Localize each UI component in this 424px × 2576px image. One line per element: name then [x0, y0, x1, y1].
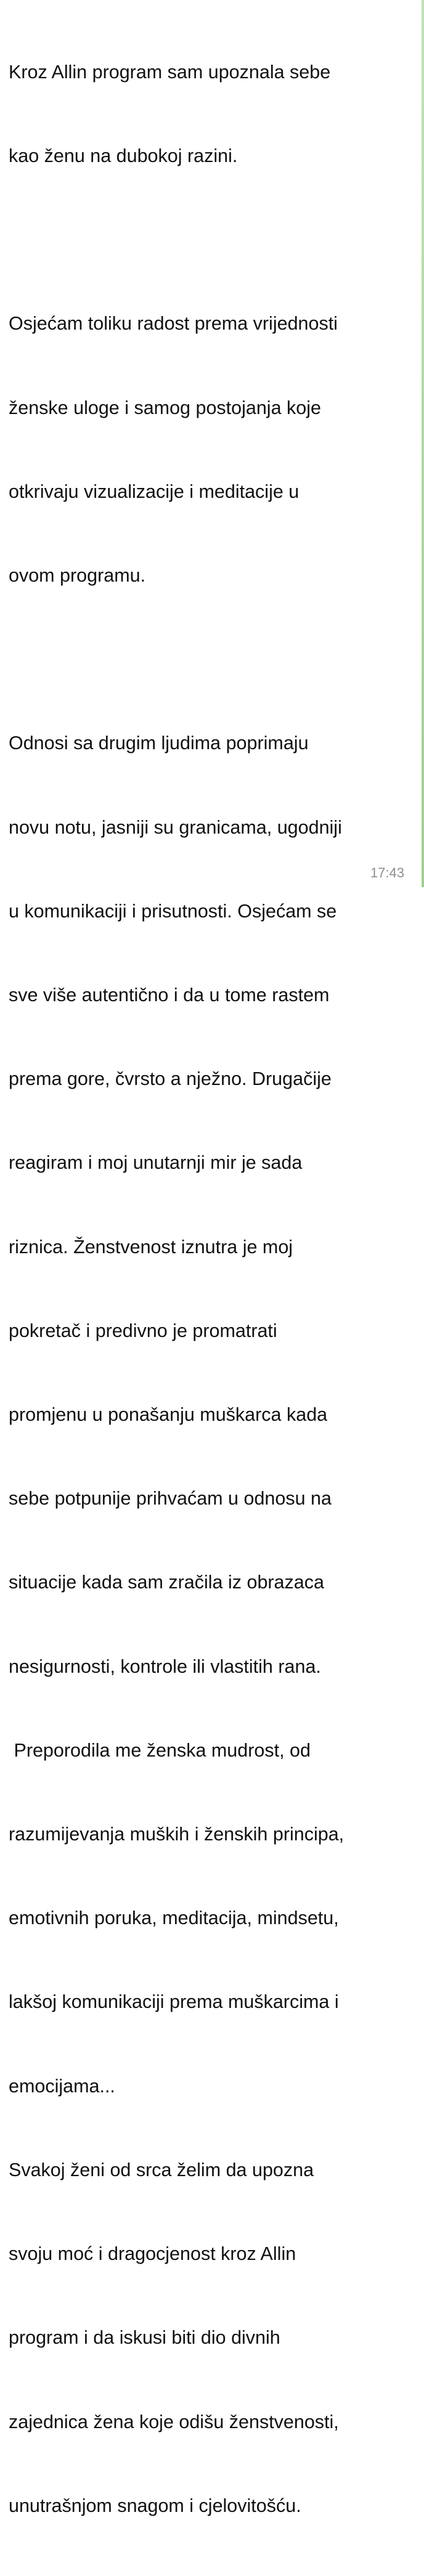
- message-line: lakšoj komunikaciji prema muškarcima i: [9, 1991, 339, 2013]
- message-line: situacije kada sam zračila iz obrazaca: [9, 1572, 324, 1593]
- message-line: Svakoj ženi od srca želim da upozna: [9, 2159, 314, 2180]
- message-text: [9, 2, 409, 2576]
- message-line: sebe potpunije prihvaćam u odnosu na: [9, 1488, 332, 1509]
- message-line: promjenu u ponašanju muškarca kada: [9, 1404, 328, 1426]
- message-timestamp: 17:43: [370, 865, 404, 880]
- message-line: nesigurnosti, kontrole ili vlastitih rana.: [9, 1656, 321, 1677]
- message-line: emocijama...: [9, 2075, 115, 2097]
- message-line: program i da iskusi biti dio divnih: [9, 2327, 280, 2349]
- message-line: reagiram i moj unutarnji mir je sada: [9, 1152, 303, 1174]
- message-line: unutrašnjom snagom i cjelovitošću.: [9, 2495, 301, 2516]
- message-line: Preporodila me ženska mudrost, od: [9, 1739, 311, 1761]
- message-line: novu notu, jasniji su granicama, ugodniji: [9, 816, 342, 838]
- message-line: sve više autentično i da u tome rastem: [9, 985, 330, 1006]
- chat-background-edge: [422, 0, 424, 887]
- message-line: Osjećam toliku radost prema vrijednosti: [9, 313, 338, 335]
- message-line: prema gore, čvrsto a nježno. Drugačije: [9, 1068, 332, 1090]
- message-line: ženske uloge i samog postojanja koje: [9, 397, 321, 418]
- message-line: [9, 646, 409, 673]
- message-line: svoju moć i dragocjenost kroz Allin: [9, 2243, 296, 2265]
- message-line: razumijevanja muških i ženskih principa,: [9, 1824, 344, 1845]
- message-line: emotivnih poruka, meditacija, mindsetu,: [9, 1908, 339, 1929]
- message-line: [9, 226, 409, 254]
- message-line: u komunikaciji i prisutnosti. Osjećam se: [9, 900, 337, 922]
- message-line: kao ženu na dubokoj razini.: [9, 145, 238, 167]
- message-line: zajednica žena koje odišu ženstvenosti,: [9, 2411, 339, 2432]
- message-line: riznica. Ženstvenost iznutra je moj: [9, 1236, 293, 1258]
- message-line: Kroz Allin program sam upoznala sebe: [9, 61, 331, 83]
- message-line: otkrivaju vizualizacije i meditacije u: [9, 481, 300, 502]
- message-line: pokretač i predivno je promatrati: [9, 1320, 277, 1341]
- message-line: Odnosi sa drugim ljudima poprimaju: [9, 733, 309, 754]
- message-line: ovom programu.: [9, 565, 146, 587]
